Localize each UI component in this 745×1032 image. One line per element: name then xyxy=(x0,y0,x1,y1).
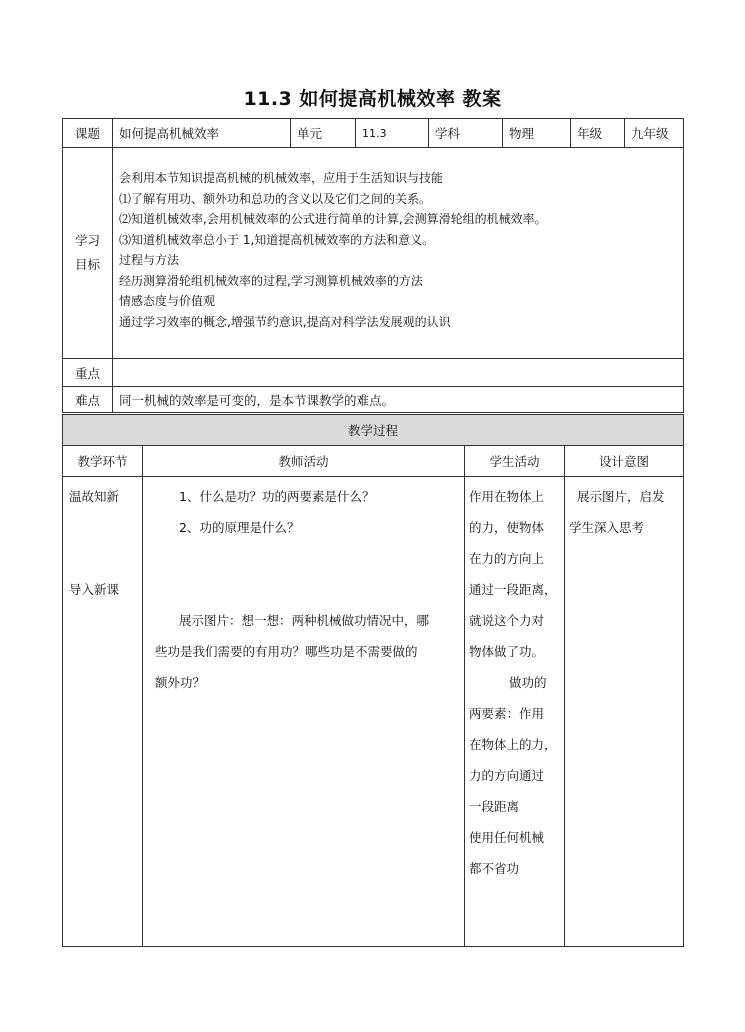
document-title: 11.3 如何提高机械效率 教案 xyxy=(243,88,502,110)
goal-line: ⑵知道机械效率,会用机械效率的公式进行简单的计算,会测算滑轮组的机械效率。 xyxy=(119,212,547,226)
goal-line: 过程与方法 xyxy=(119,253,180,267)
stage-intro: 导入新课 xyxy=(69,582,120,597)
design-intent-cell xyxy=(565,477,684,947)
goal-line: ⑴了解有用功、额外功和总功的含义以及它们之间的关系。 xyxy=(119,191,432,206)
student-activity-cell xyxy=(465,477,565,947)
goals-content xyxy=(113,148,684,359)
topic-label: 课题 xyxy=(63,119,113,148)
goals-label-line-1: 学习 xyxy=(74,233,100,248)
goal-line: 通过学习效率的概念,增强节约意识,提高对科学法发展观的认识 xyxy=(119,314,451,329)
teacher-line: 额外功？ xyxy=(155,675,206,690)
intent-line: 展示图片，启发 xyxy=(577,489,665,504)
goal-line: 经历测算滑轮组机械效率的过程,学习测算机械效率的方法 xyxy=(119,273,423,288)
unit-value: 11.3 xyxy=(356,119,429,148)
student-line: 在物体上的力， xyxy=(469,737,557,752)
student-line: 使用任何机械 xyxy=(469,830,545,845)
process-heading: 教学过程 xyxy=(63,415,684,446)
goal-line: ⑶知道机械效率总小于 1,知道提高机械效率的方法和意义。 xyxy=(119,232,435,247)
student-line: 的力，使物体 xyxy=(469,520,545,535)
teacher-line: 1、什么是功？功的两要素是什么？ xyxy=(179,489,375,504)
student-line: 一段距离 xyxy=(469,799,520,814)
lesson-info-table xyxy=(62,118,684,413)
teacher-line: 些功是我们需要的有用功？哪些功是不需要做的 xyxy=(155,644,418,659)
goal-line: 会利用本节知识提高机械的机械效率，应用于生活知识与技能 xyxy=(119,171,444,185)
student-line: 物体做了功。 xyxy=(469,644,545,659)
column-header-stage: 教学环节 xyxy=(63,446,143,477)
intent-line: 学生深入思考 xyxy=(569,520,645,535)
student-line: 作用在物体上 xyxy=(469,489,545,504)
teaching-process-table xyxy=(62,414,684,947)
difficulty-value: 同一机械的效率是可变的，是本节课教学的难点。 xyxy=(113,387,684,413)
goals-label-line-2: 目标 xyxy=(74,257,100,272)
difficulty-label: 难点 xyxy=(63,387,113,413)
subject-value: 物理 xyxy=(503,119,571,148)
grade-value: 九年级 xyxy=(625,119,684,148)
student-line: 都不省功 xyxy=(469,861,520,876)
student-line: 做功的 xyxy=(509,675,547,690)
student-line: 通过一段距离， xyxy=(469,582,557,597)
grade-label: 年级 xyxy=(571,119,625,148)
goals-label xyxy=(63,148,113,359)
goal-line: 情感态度与价值观 xyxy=(119,294,216,308)
column-header-teacher: 教师活动 xyxy=(143,446,465,477)
unit-label: 单元 xyxy=(291,119,356,148)
student-line: 就说这个力对 xyxy=(469,613,545,628)
student-line: 在力的方向上 xyxy=(469,551,545,566)
teacher-line: 展示图片：想一想：两种机械做功情况中，哪 xyxy=(179,613,430,628)
student-line: 力的方向通过 xyxy=(469,768,545,783)
stage-cell xyxy=(63,477,143,947)
topic-value: 如何提高机械效率 xyxy=(113,119,291,148)
column-header-student: 学生活动 xyxy=(465,446,565,477)
subject-label: 学科 xyxy=(429,119,503,148)
teacher-activity-cell xyxy=(143,477,465,947)
key-point-label: 重点 xyxy=(63,359,113,387)
key-point-value xyxy=(113,359,684,387)
stage-review: 温故知新 xyxy=(69,489,120,504)
teacher-line: 2、功的原理是什么？ xyxy=(179,520,300,535)
student-line: 两要素：作用 xyxy=(469,706,545,721)
column-header-intent: 设计意图 xyxy=(565,446,684,477)
